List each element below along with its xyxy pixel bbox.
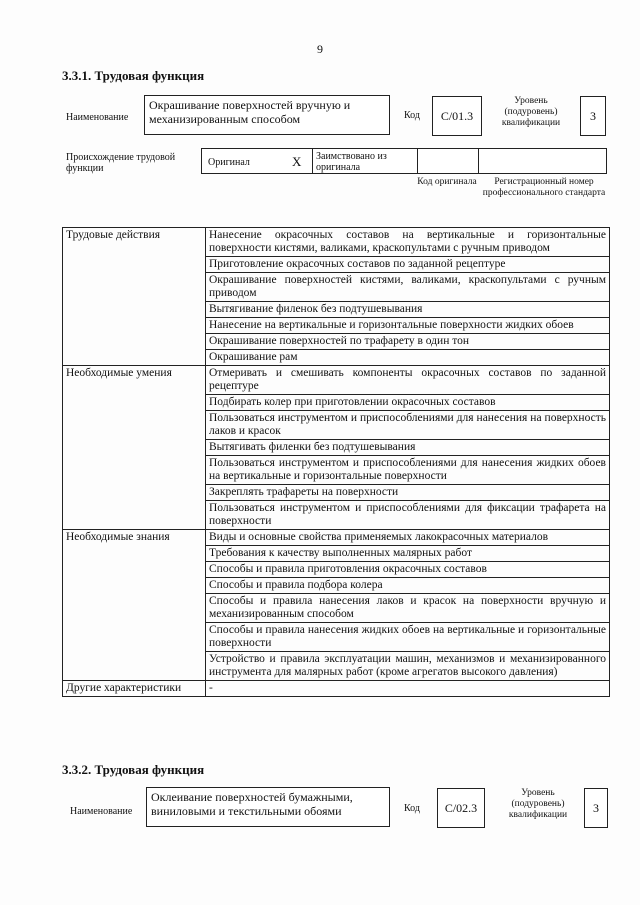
item-cell: Приготовление окрасочных составов по заданной рецептуре xyxy=(206,257,610,273)
table-row xyxy=(63,530,610,546)
section-2-name-value: Оклеивание поверхностей бумажными, виниловыми и текстильными обоями xyxy=(146,787,390,827)
item-cell: Отмеривать и смешивать компоненты окрасочных составов по заданной рецептуре xyxy=(206,366,610,395)
reg-number-cell xyxy=(478,148,607,174)
section-1-code-label: Код xyxy=(404,110,420,121)
borrowed-cell xyxy=(312,148,418,174)
section-1-name-label: Наименование xyxy=(66,112,129,123)
item-cell: Вытягивание филенок без подтушевывания xyxy=(206,302,610,318)
item-cell: Пользоваться инструментом и приспособлениями для нанесения жидких обоев на вертикальные и горизонтальные поверхности xyxy=(206,456,610,485)
item-cell: Подбирать колер при приготовлении окрасочных составов xyxy=(206,395,610,411)
item-cell: Вытягивать филенки без подтушевывания xyxy=(206,440,610,456)
code-original-label: Код оригинала xyxy=(417,177,477,187)
item-cell: Окрашивание поверхностей по трафарету в один тон xyxy=(206,334,610,350)
item-cell: Окрашивание поверхностей кистями, валиками, краскопультами с ручным приводом xyxy=(206,273,610,302)
item-cell: Способы и правила подбора колера xyxy=(206,578,610,594)
item-cell: Пользоваться инструментом и приспособлениями для нанесения на поверхность лаков и красок xyxy=(206,411,610,440)
function-table xyxy=(62,227,610,697)
category-cell: Необходимые умения xyxy=(63,366,206,530)
item-cell: Нанесение на вертикальные и горизонтальные поверхности жидких обоев xyxy=(206,318,610,334)
table-row xyxy=(63,366,610,395)
item-cell: Закреплять трафареты на поверхности xyxy=(206,485,610,501)
borrowed-label: Заимствовано из оригинала xyxy=(316,151,387,173)
original-label: Оригинал xyxy=(208,157,250,168)
item-cell: Виды и основные свойства применяемых лакокрасочных материалов xyxy=(206,530,610,546)
table-row xyxy=(63,681,610,697)
section-2-level-value: 3 xyxy=(584,788,608,828)
item-cell: Окрашивание рам xyxy=(206,350,610,366)
item-cell: Способы и правила нанесения жидких обоев на вертикальные и горизонтальные поверхности xyxy=(206,623,610,652)
section-2-name-label: Наименование xyxy=(70,806,133,817)
category-cell: Другие характеристики xyxy=(63,681,206,697)
section-2-code-value: С/02.3 xyxy=(437,788,485,828)
section-1-name-value: Окрашивание поверхностей вручную и механизированным способом xyxy=(144,95,390,135)
page-number: 9 xyxy=(317,42,323,56)
item-cell: - xyxy=(206,681,610,697)
origin-row xyxy=(201,148,607,174)
item-cell: Способы и правила приготовления окрасочных составов xyxy=(206,562,610,578)
section-1-level-label: Уровень (подуровень) квалификации xyxy=(501,96,561,128)
section-1-level-value: 3 xyxy=(580,96,606,136)
section-2-level-label: Уровень (подуровень) квалификации xyxy=(508,788,568,820)
table-row xyxy=(63,228,610,257)
item-cell: Пользоваться инструментом и приспособлениями для фиксации трафарета на поверхности xyxy=(206,501,610,530)
section-1-title: 3.3.1. Трудовая функция xyxy=(62,68,205,83)
section-2-title: 3.3.2. Трудовая функция xyxy=(62,762,205,777)
item-cell: Нанесение окрасочных составов на вертикальные и горизонтальные поверхности кистями, валиками, краскопультами с ручным приводом xyxy=(206,228,610,257)
original-mark: X xyxy=(292,154,302,169)
reg-number-label: Регистрационный номер профессионального стандарта xyxy=(482,177,606,198)
origin-label: Происхождение трудовой функции xyxy=(66,152,176,174)
section-2-code-label: Код xyxy=(404,803,420,814)
section-1-code-value: С/01.3 xyxy=(432,96,482,136)
original-cell xyxy=(201,148,313,174)
item-cell: Требования к качеству выполненных малярных работ xyxy=(206,546,610,562)
category-cell: Трудовые действия xyxy=(63,228,206,366)
item-cell: Способы и правила нанесения лаков и красок на поверхности вручную и механизированным способом xyxy=(206,594,610,623)
code-original-cell xyxy=(417,148,479,174)
category-cell: Необходимые знания xyxy=(63,530,206,681)
item-cell: Устройство и правила эксплуатации машин, механизмов и механизированного инструмента для малярных работ (кроме агрегатов высокого давления) xyxy=(206,652,610,681)
